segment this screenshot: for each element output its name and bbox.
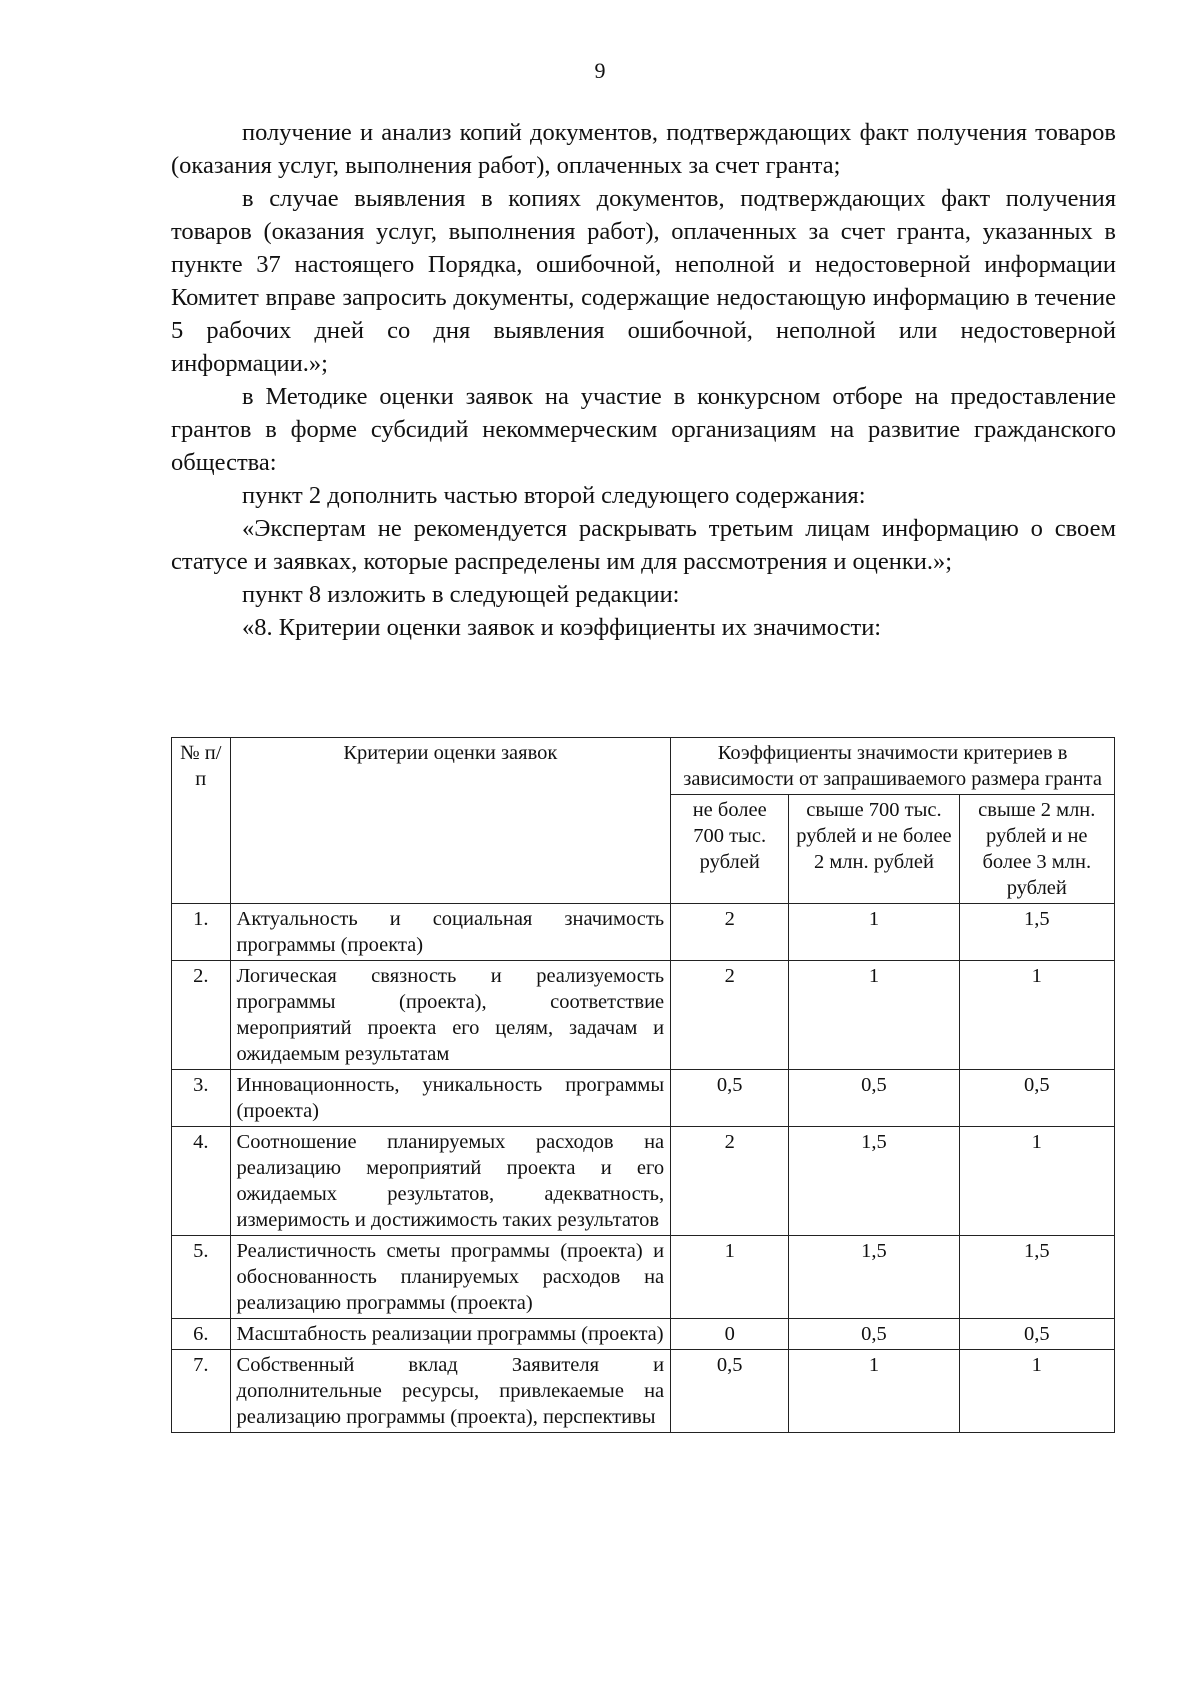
row-value-tier-2: 1,5	[789, 1127, 959, 1236]
table-row	[172, 1236, 1115, 1319]
page-number: 9	[594, 58, 606, 83]
paragraph: получение и анализ копий документов, подтверждающих факт получения товаров (оказания услуг, выполнения работ), оплаченных за счет гранта;	[171, 119, 1116, 179]
header-criteria: Критерии оценки заявок	[230, 738, 671, 904]
paragraph: «8. Критерии оценки заявок и коэффициенты их значимости:	[242, 614, 882, 641]
table-row	[172, 1070, 1115, 1127]
row-number: 5.	[172, 1236, 231, 1319]
row-value-tier-2: 0,5	[789, 1319, 959, 1350]
row-criterion: Инновационность, уникальность программы (проекта)	[230, 1070, 671, 1127]
row-criterion: Логическая связность и реализуемость программы (проекта), соответствие мероприятий проекта его целям, задачам и ожидаемым результатам	[230, 961, 671, 1070]
table-row	[172, 1350, 1115, 1433]
criteria-table	[171, 737, 1115, 1433]
header-tier-3: свыше 2 млн. рублей и не более 3 млн. рублей	[959, 795, 1114, 904]
header-number: № п/п	[172, 738, 231, 904]
row-number: 4.	[172, 1127, 231, 1236]
row-number: 1.	[172, 904, 231, 961]
row-value-tier-3: 1	[959, 961, 1114, 1070]
row-value-tier-2: 1	[789, 904, 959, 961]
row-criterion: Соотношение планируемых расходов на реализацию мероприятий проекта и его ожидаемых результатов, адекватность, измеримость и достижимость таких результатов	[230, 1127, 671, 1236]
row-number: 2.	[172, 961, 231, 1070]
row-value-tier-2: 0,5	[789, 1070, 959, 1127]
header-tier-2: свыше 700 тыс. рублей и не более 2 млн. рублей	[789, 795, 959, 904]
row-criterion: Реалистичность сметы программы (проекта) и обоснованность планируемых расходов на реализацию программы (проекта)	[230, 1236, 671, 1319]
row-value-tier-1: 1	[671, 1236, 789, 1319]
row-value-tier-1: 0,5	[671, 1070, 789, 1127]
row-value-tier-1: 2	[671, 1127, 789, 1236]
header-coefficients: Коэффициенты значимости критериев в зависимости от запрашиваемого размера гранта	[671, 738, 1115, 795]
row-value-tier-3: 1	[959, 1127, 1114, 1236]
row-value-tier-1: 0,5	[671, 1350, 789, 1433]
header-tier-1: не более 700 тыс. рублей	[671, 795, 789, 904]
row-value-tier-1: 0	[671, 1319, 789, 1350]
row-value-tier-3: 1,5	[959, 904, 1114, 961]
row-value-tier-2: 1	[789, 1350, 959, 1433]
row-value-tier-3: 1,5	[959, 1236, 1114, 1319]
row-criterion: Масштабность реализации программы (проекта)	[230, 1319, 671, 1350]
body-text	[171, 116, 1116, 644]
paragraph: в случае выявления в копиях документов, подтверждающих факт получения товаров (оказания услуг, выполнения работ), оплаченных за счет гранта, указанных в пункте 37 настоящего Порядка, ошибочной, неполной и недостоверной информации Комитет вправе запросить документы, содержащие недостающую информацию в течение 5 рабочих дней со дня выявления ошибочной, неполной или недостоверной информации.»;	[171, 185, 1116, 377]
row-number: 7.	[172, 1350, 231, 1433]
table-header-row	[172, 738, 1115, 795]
paragraph: «Экспертам не рекомендуется раскрывать третьим лицам информацию о своем статусе и заявках, которые распределены им для рассмотрения и оценки.»;	[171, 515, 1116, 575]
table-row	[172, 1319, 1115, 1350]
row-value-tier-1: 2	[671, 961, 789, 1070]
row-value-tier-3: 1	[959, 1350, 1114, 1433]
row-value-tier-2: 1	[789, 961, 959, 1070]
row-criterion: Собственный вклад Заявителя и дополнительные ресурсы, привлекаемые на реализацию программы (проекта), перспективы	[230, 1350, 671, 1433]
row-value-tier-2: 1,5	[789, 1236, 959, 1319]
table-row	[172, 904, 1115, 961]
row-value-tier-1: 2	[671, 904, 789, 961]
table-row	[172, 961, 1115, 1070]
paragraph: пункт 2 дополнить частью второй следующего содержания:	[242, 482, 866, 509]
paragraph: в Методике оценки заявок на участие в конкурсном отборе на предоставление грантов в форме субсидий некоммерческим организациям на развитие гражданского общества:	[171, 383, 1116, 476]
row-number: 6.	[172, 1319, 231, 1350]
row-value-tier-3: 0,5	[959, 1070, 1114, 1127]
paragraph: пункт 8 изложить в следующей редакции:	[242, 581, 680, 608]
row-value-tier-3: 0,5	[959, 1319, 1114, 1350]
row-number: 3.	[172, 1070, 231, 1127]
table-row	[172, 1127, 1115, 1236]
row-criterion: Актуальность и социальная значимость программы (проекта)	[230, 904, 671, 961]
